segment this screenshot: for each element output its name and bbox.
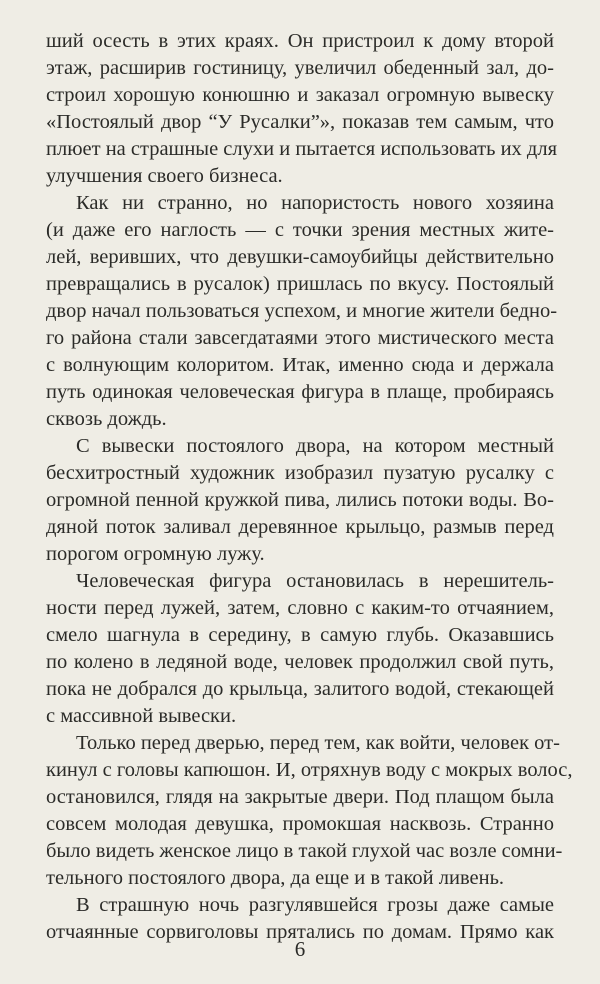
paragraph <box>46 190 558 433</box>
text-line: лей, веривших, что девушки-самоубийцы действительно <box>46 246 554 268</box>
text-line: Только перед дверью, перед тем, как войти, человек от- <box>76 732 560 754</box>
text-line: дяной поток заливал деревянное крыльцо, размыв перед <box>46 516 554 538</box>
text-line: кинул с головы капюшон. И, отряхнув воду с мокрых волос, <box>46 759 573 781</box>
text-line: огромной пенной кружкой пива, лились потоки воды. Во- <box>46 489 554 511</box>
text-line: тельного постоялого двора, да еще и в такой ливень. <box>46 867 505 889</box>
text-line: го района стали завсегдатаями этого мистического места <box>46 327 554 349</box>
text-line: ший осесть в этих краях. Он пристроил к дому второй <box>46 30 554 52</box>
text-line: С вывески постоялого двора, на котором местный <box>76 435 554 457</box>
text-line: сквозь дождь. <box>46 408 167 430</box>
text-line: «Постоялый двор “У Русалки”», показав тем самым, что <box>46 111 554 133</box>
paragraph <box>46 568 554 730</box>
text-line: В страшную ночь разгулявшейся грозы даже самые <box>76 894 554 916</box>
paragraph <box>46 730 573 892</box>
text-line: ности перед лужей, затем, словно с каким-то отчаянием, <box>46 597 554 619</box>
text-line: строил хорошую конюшню и заказал огромную вывеску <box>46 84 554 106</box>
text-line: двор начал пользоваться успехом, и многие жители бедно- <box>46 300 558 322</box>
text-line: остановился, глядя на закрытые двери. Под плащом была <box>46 786 554 808</box>
text-line: бесхитростный художник изобразил пузатую русалку с <box>46 462 554 484</box>
text-line: порогом огромную лужу. <box>46 543 265 565</box>
text-line: было видеть женское лицо в такой глухой час возле сомни- <box>46 840 563 862</box>
text-line: этаж, расширив гостиницу, увеличил обеденный зал, до- <box>46 57 554 79</box>
paragraph <box>46 433 554 568</box>
text-line: плюет на страшные слухи и пытается использовать их для <box>46 138 558 160</box>
text-line: путь одинокая человеческая фигура в плаще, пробираясь <box>46 381 554 403</box>
text-line: улучшения своего бизнеса. <box>46 165 283 187</box>
text-line: с волнующим колоритом. Итак, именно сюда и держала <box>46 354 554 376</box>
text-line: с массивной вывески. <box>46 705 237 727</box>
text-line: смело шагнула в середину, в самую глубь. Оказавшись <box>46 624 554 646</box>
text-line: пока не добрался до крыльца, залитого водой, стекающей <box>46 678 554 700</box>
paragraph <box>46 28 558 190</box>
text-line: Как ни странно, но напористость нового хозяина <box>76 192 554 214</box>
text-line: (и даже его наглость — с точки зрения местных жите- <box>46 219 554 241</box>
text-line: отчаянные сорвиголовы прятались по домам. Прямо как <box>46 921 554 943</box>
text-line: совсем молодая девушка, промокшая насквозь. Странно <box>46 813 554 835</box>
book-page-text <box>46 28 573 946</box>
text-line: превращались в русалок) пришлась по вкусу. Постоялый <box>46 273 554 295</box>
text-line: Человеческая фигура остановилась в нерешитель- <box>76 570 554 592</box>
text-line: по колено в ледяной воде, человек продолжил свой путь, <box>46 651 554 673</box>
page-number: 6 <box>294 937 306 961</box>
